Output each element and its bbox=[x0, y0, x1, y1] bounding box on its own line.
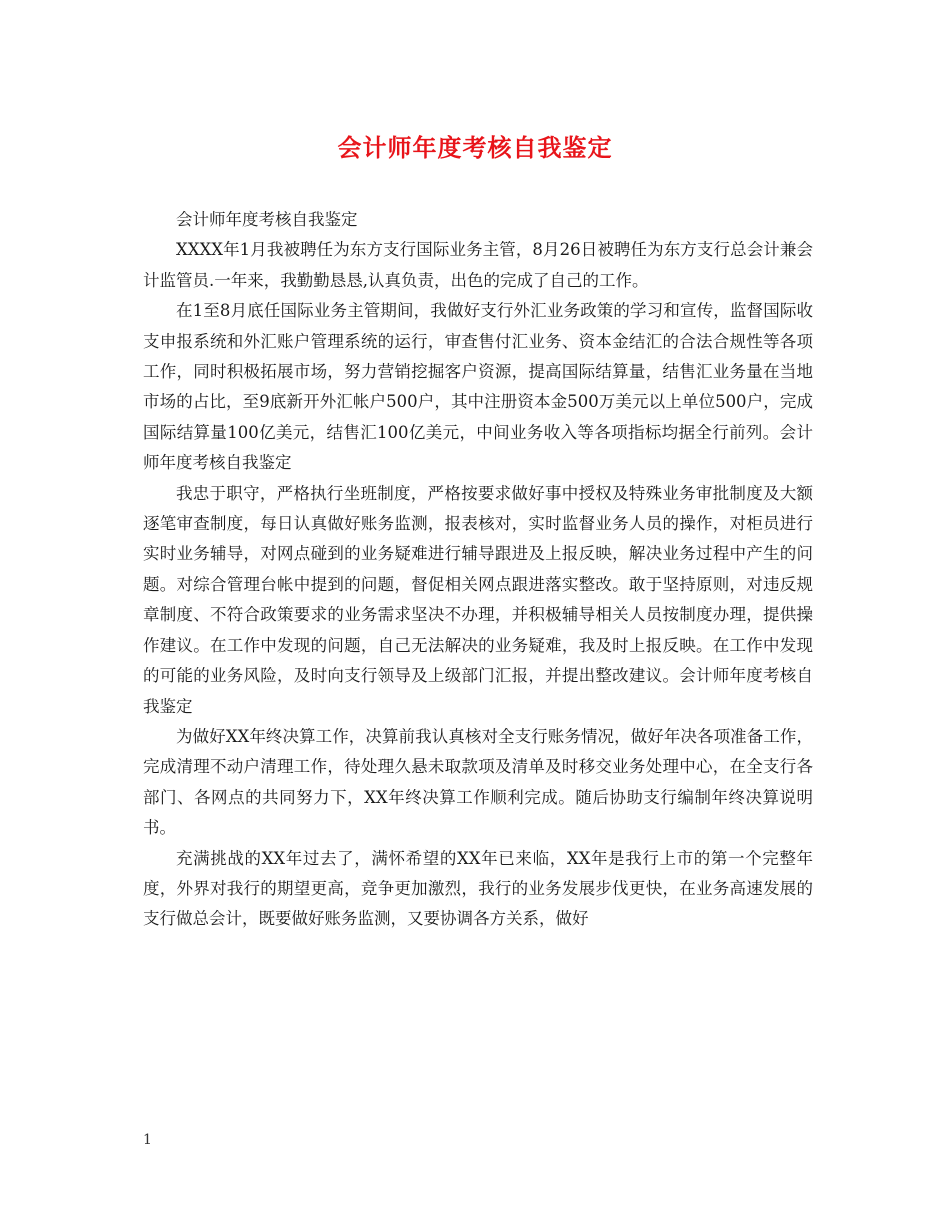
paragraph: 充满挑战的XX年过去了，满怀希望的XX年已来临，XX年是我行上市的第一个完整年度，外界对我行的期望更高，竞争更加激烈，我行的业务发展步伐更快，在业务高速发展的支行做总会计，既要做好账务监测，又要协调各方关系，做好 bbox=[143, 848, 813, 929]
paragraph: 在1至8月底任国际业务主管期间，我做好支行外汇业务政策的学习和宣传，监督国际收支申报系统和外汇账户管理系统的运行，审查售付汇业务、资本金结汇的合法合规性等各项工作，同时积极拓展市场，努力营销挖掘客户资源，提高国际结算量，结售汇业务量在当地市场的占比，至9底新开外汇帐户500户，其中注册资本金500万美元以上单位500户，完成国际结算量100亿美元，结售汇100亿美元，中间业务收入等各项指标均据全行前列。会计师年度考核自我鉴定 bbox=[143, 301, 813, 473]
paragraph: 会计师年度考核自我鉴定 bbox=[176, 210, 358, 229]
paragraph: 为做好XX年终决算工作，决算前我认真核对全支行账务情况，做好年决各项准备工作，完成清理不动户清理工作，待处理久悬未取款项及清单及时移交业务处理中心，在全支行各部门、各网点的共同努力下，XX年终决算工作顺利完成。随后协助支行编制年终决算说明书。 bbox=[143, 726, 813, 838]
paragraph: 我忠于职守，严格执行坐班制度，严格按要求做好事中授权及特殊业务审批制度及大额逐笔审查制度，每日认真做好账务监测，报表核对，实时监督业务人员的操作，对柜员进行实时业务辅导，对网点碰到的业务疑难进行辅导跟进及上报反映，解决业务过程中产生的问题。对综合管理台帐中提到的问题，督促相关网点跟进落实整改。敢于坚持原则，对违反规章制度、不符合政策要求的业务需求坚决不办理，并积极辅导相关人员按制度办理，提供操作建议。在工作中发现的问题，自己无法解决的业务疑难，我及时上报反映。在工作中发现的可能的业务风险，及时向支行领导及上级部门汇报，并提出整改建议。会计师年度考核自我鉴定 bbox=[143, 483, 813, 716]
page-number: 1 bbox=[143, 1132, 152, 1148]
document-title: 会计师年度考核自我鉴定 bbox=[337, 133, 613, 162]
document-body bbox=[143, 205, 813, 935]
paragraph: XXXX年1月我被聘任为东方支行国际业务主管，8月26日被聘任为东方支行总会计兼会计监管员.一年来，我勤勤恳恳,认真负责，出色的完成了自己的工作。 bbox=[143, 240, 813, 290]
